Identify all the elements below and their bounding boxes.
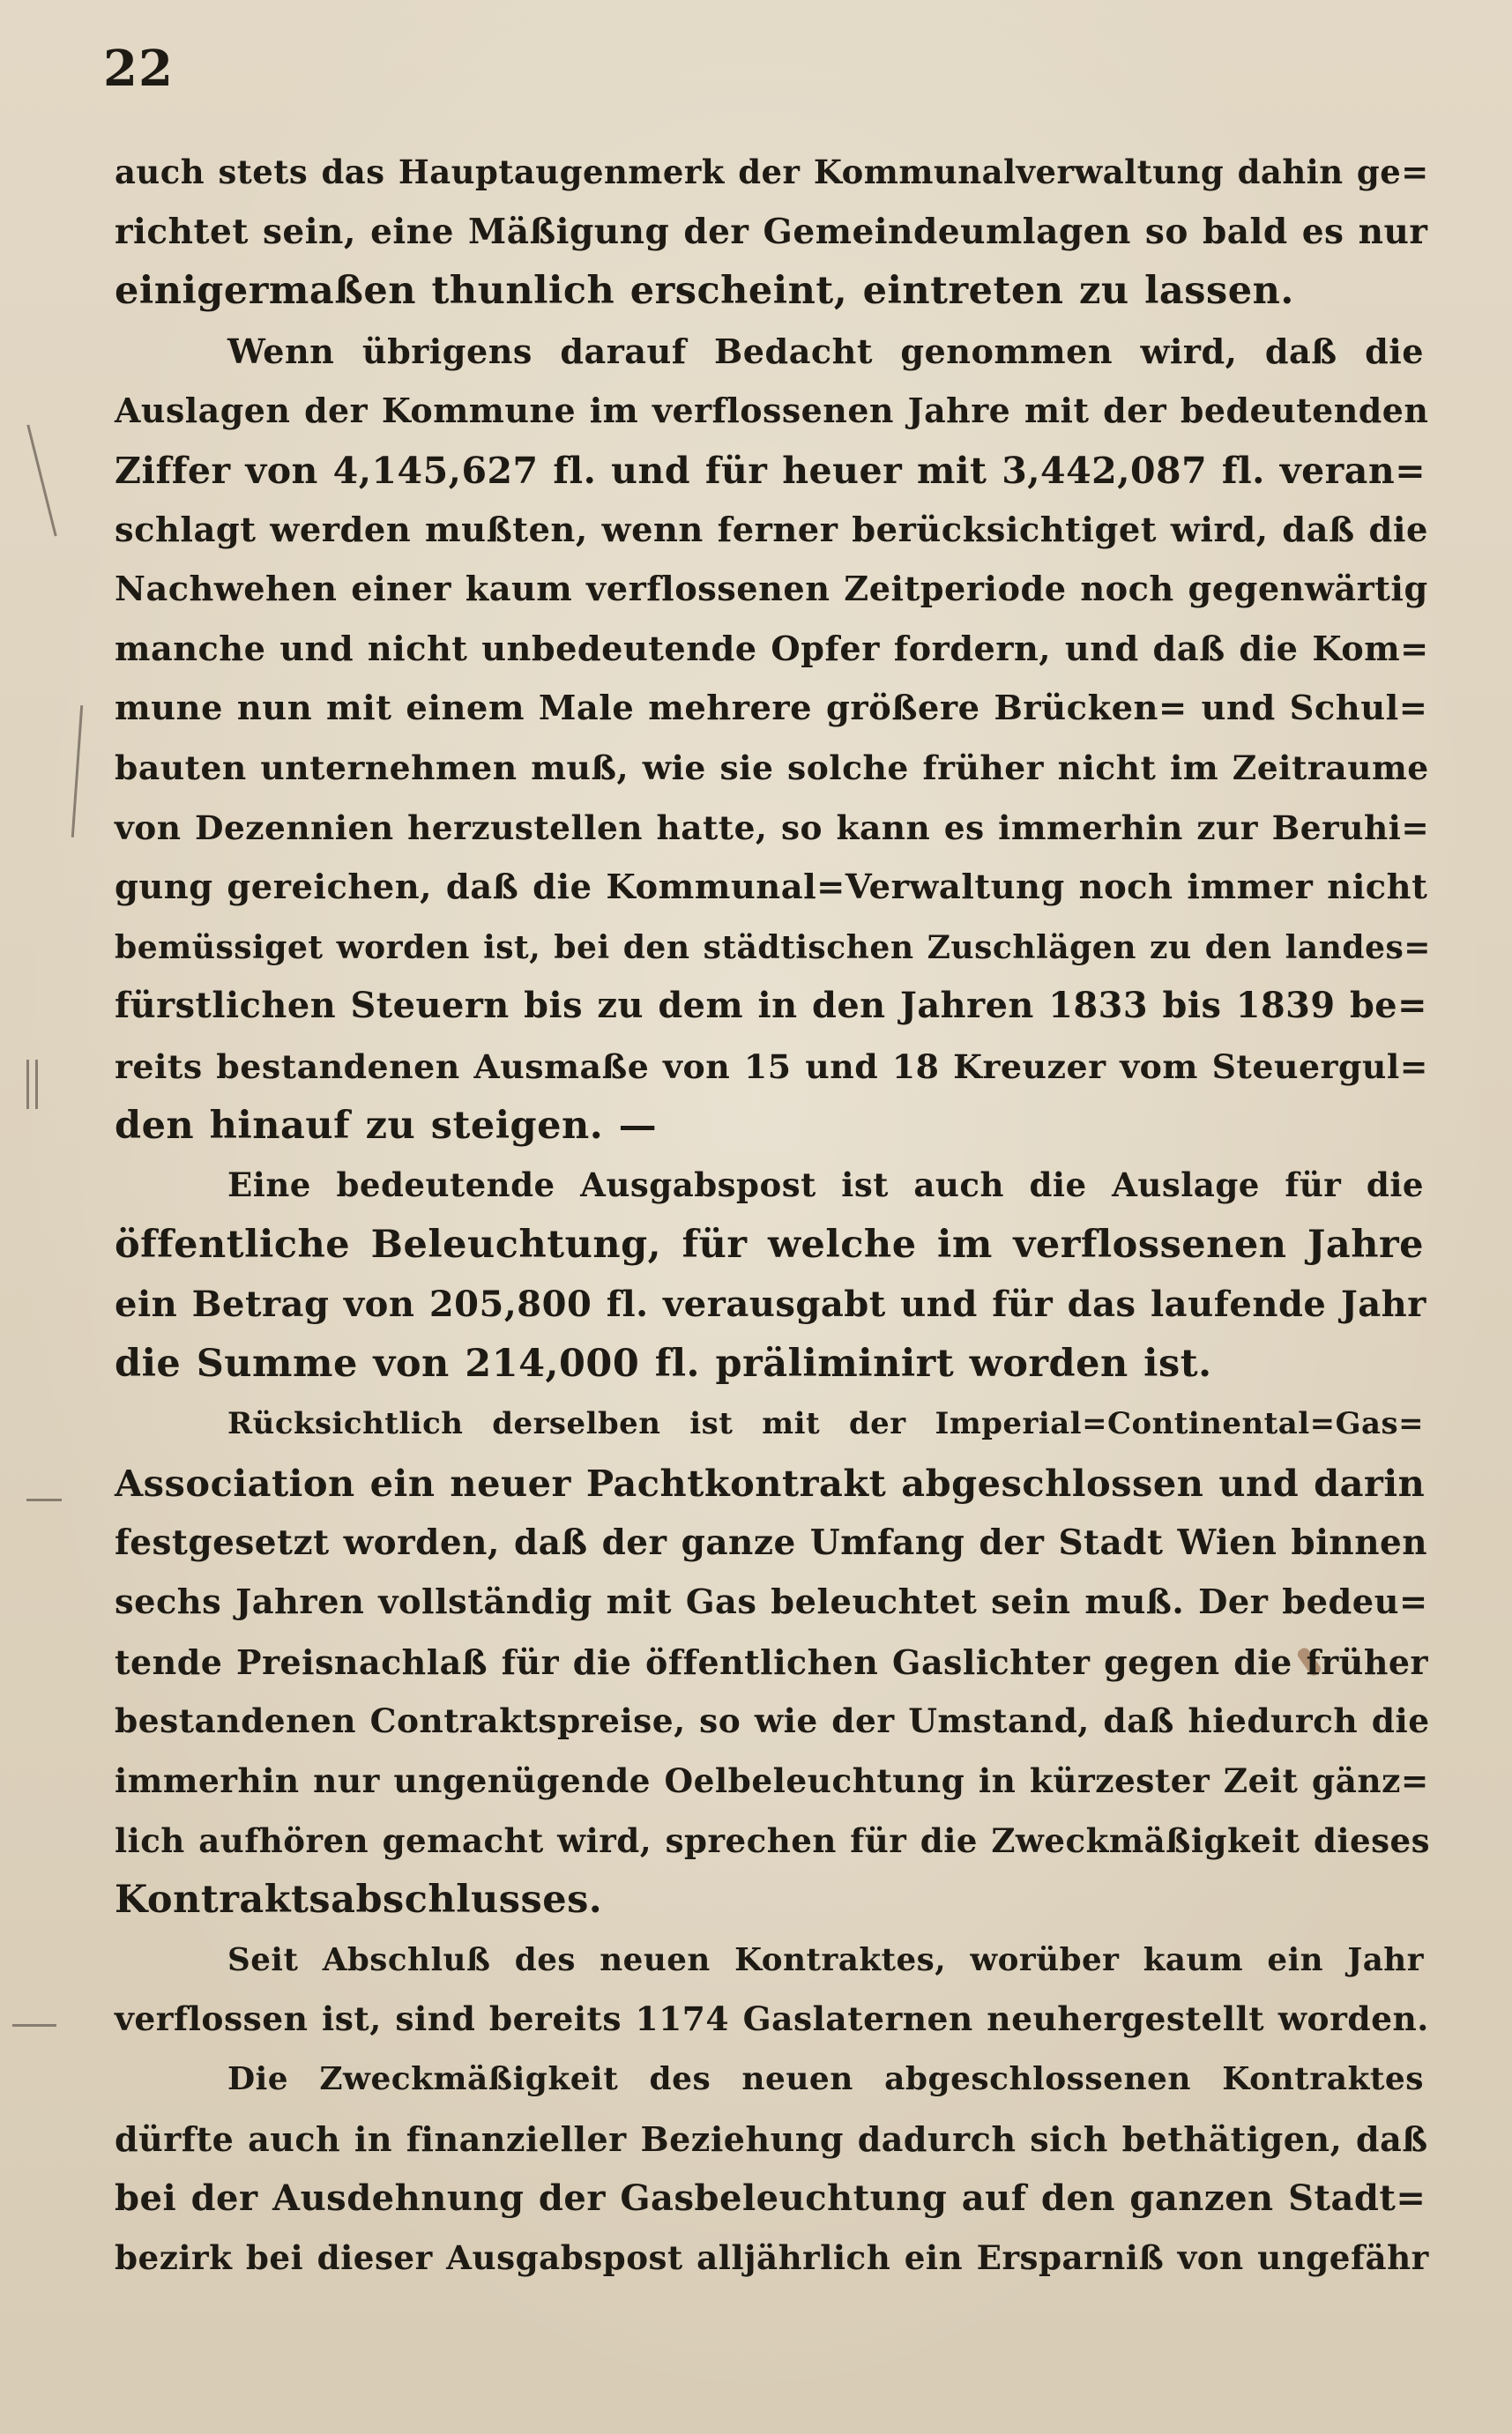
text-line: mune nun mit einem Male mehrere größere Brücken= und Schul= [115,689,1428,729]
text-line: sechs Jahren vollständig mit Gas beleuchtet sein muß. Der bedeu= [115,1582,1428,1623]
text-line: den hinauf zu steigen. — [115,1103,658,1148]
text-line: von Dezennien herzustellen hatte, so kann es immerhin zur Beruhi= [115,808,1430,847]
text-line: schlagt werden mußten, wenn ferner berücksichtiget wird, daß die [115,510,1428,550]
text-line: reits bestandenen Ausmaße von 15 und 18 Kreuzer vom Steuergul= [115,1046,1428,1086]
text-line: tende Preisnachlaß für die öffentlichen Gaslichter gegen die früher [115,1641,1429,1682]
text-line: einigermaßen thunlich erscheint, eintreten zu lassen. [115,269,1294,314]
text-line: Wenn übrigens darauf Bedacht genommen wird, daß die [227,331,1424,371]
text-line: Die Zweckmäßigkeit des neuen abgeschlossenen Kontraktes [227,2060,1424,2097]
text-line: Seit Abschluß des neuen Kontraktes, worüber kaum ein Jahr [227,1941,1424,1978]
margin-pencil-mark [12,2024,56,2027]
text-line: bestandenen Contraktspreise, so wie der Umstand, daß hiedurch die [115,1701,1430,1741]
margin-pencil-mark [26,1060,29,1109]
text-line: richtet sein, eine Mäßigung der Gemeindeumlagen so bald es nur [115,211,1428,252]
text-line: die Summe von 214,000 fl. präliminirt worden ist. [115,1341,1212,1386]
text-line: manche und nicht unbedeutende Opfer fordern, und daß die Kom= [115,629,1429,669]
text-line: festgesetzt worden, daß der ganze Umfang der Stadt Wien binnen [115,1522,1428,1563]
text-line: fürstlichen Steuern bis zu dem in den Jahren 1833 bis 1839 be= [115,986,1428,1027]
margin-pencil-mark [71,705,83,837]
text-line: auch stets das Hauptaugenmerk der Kommunalverwaltung dahin ge= [115,153,1429,191]
text-line: Association ein neuer Pachtkontrakt abgeschlossen und darin [115,1462,1426,1506]
margin-pencil-mark [26,1499,62,1501]
text-line: Ziffer von 4,145,627 fl. und für heuer mit 3,442,087 fl. veran= [115,448,1426,492]
text-line: Auslagen der Kommune im verflossenen Jahre mit der bedeutenden [115,391,1429,431]
text-line: Rücksichtlich derselben ist mit der Imperial=Continental=Gas= [227,1405,1424,1441]
text-line: lich aufhören gemacht wird, sprechen für die Zweckmäßigkeit dieses [115,1820,1431,1860]
text-line: immerhin nur ungenügende Oelbeleuchtung in kürzester Zeit gänz= [115,1761,1429,1801]
page-number: 22 [103,40,174,98]
text-line: Nachwehen einer kaum verflossenen Zeitperiode noch gegenwärtig [115,569,1428,610]
text-line: Eine bedeutende Ausgabspost ist auch die Auslage für die [227,1165,1424,1205]
text-line: verflossen ist, sind bereits 1174 Gaslaternen neuhergestellt worden. [115,1999,1429,2039]
text-line: gung gereichen, daß die Kommunal=Verwaltung noch immer nicht [115,867,1428,908]
margin-pencil-mark [26,425,56,537]
body-text [115,143,1432,2288]
text-line: öffentliche Beleuchtung, für welche im verflossenen Jahre [115,1222,1424,1267]
text-line: bemüssiget worden ist, bei den städtischen Zuschlägen zu den landes= [115,927,1432,966]
text-line: bezirk bei dieser Ausgabspost alljährlich ein Ersparniß von ungefähr [115,2237,1429,2277]
text-line: ein Betrag von 205,800 fl. verausgabt und für das laufende Jahr [115,1284,1426,1326]
text-line: bauten unternehmen muß, wie sie solche früher nicht im Zeitraume [115,748,1429,787]
margin-pencil-mark [35,1060,38,1109]
text-line: Kontraktsabschlusses. [115,1878,603,1923]
text-line: bei der Ausdehnung der Gasbeleuchtung auf den ganzen Stadt= [115,2177,1426,2220]
text-line: dürfte auch in finanzieller Beziehung dadurch sich bethätigen, daß [115,2118,1428,2159]
